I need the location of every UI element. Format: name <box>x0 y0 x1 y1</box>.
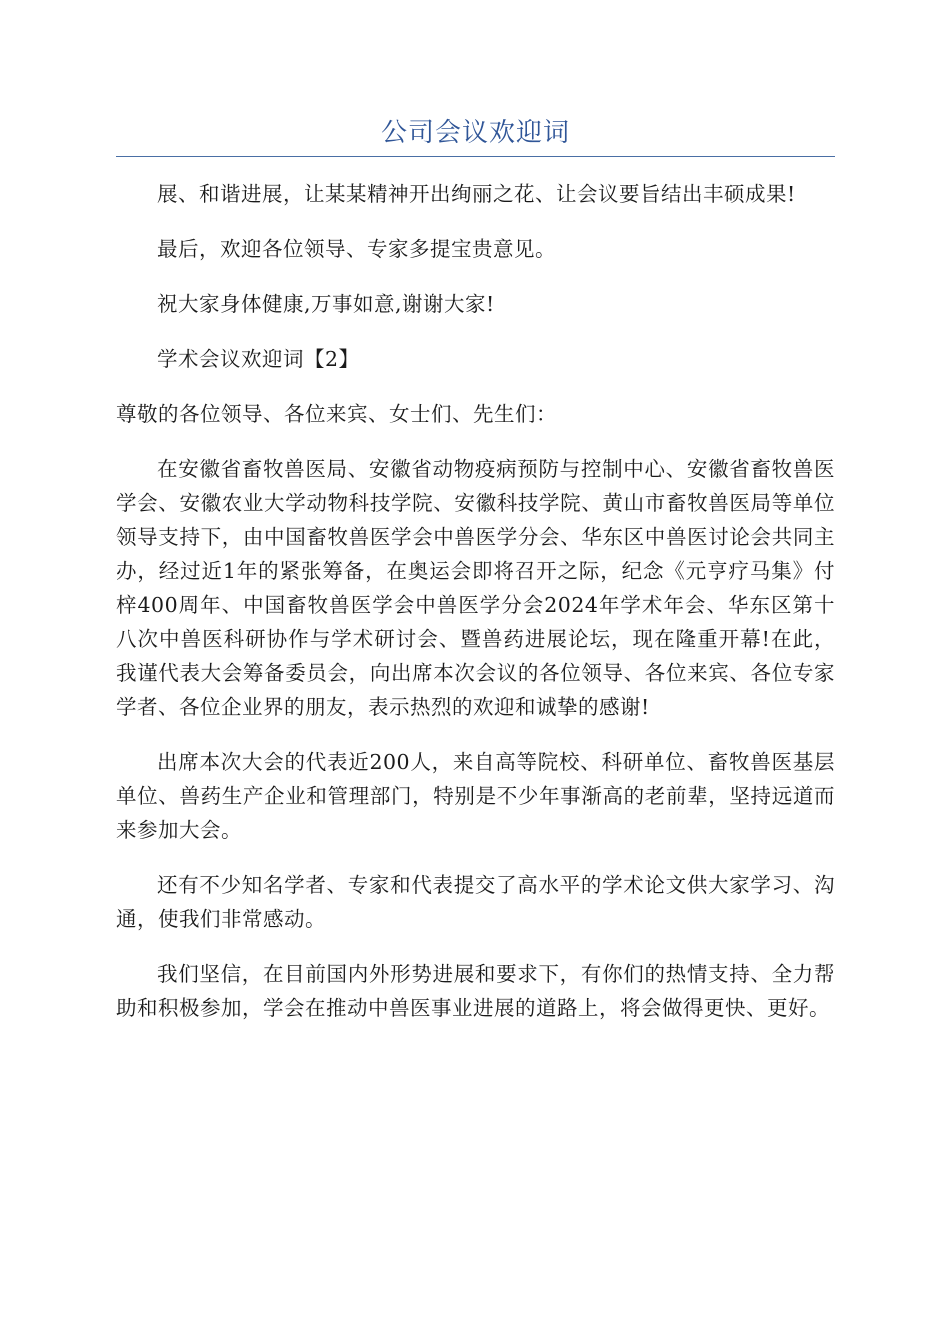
document-title: 公司会议欢迎词 <box>380 118 570 148</box>
paragraph-closing-wish: 祝大家身体健康,万事如意,谢谢大家! <box>157 292 495 316</box>
paragraph-opening: 在安徽省畜牧兽医局、安徽省动物疫病预防与控制中心、安徽省畜牧兽医学会、安徽农业大学动物科技学院、安徽科技学院、黄山市畜牧兽医局等单位领导支持下，由中国畜牧兽医学会中兽医学分会、华东区中兽医讨论会共同主办，经过近1年的紧张筹备，在奥运会即将召开之际，纪念《元亨疗马集》付梓400周年、中国畜牧兽医学会中兽医学分会2024年学术年会、华东区第十八次中兽医科研协作与学术研讨会、暨兽药进展论坛，现在隆重开幕!在此，我谨代表大会筹备委员会，向出席本次会议的各位领导、各位来宾、各位专家学者、各位企业界的朋友，表示热烈的欢迎和诚挚的感谢! <box>116 457 835 719</box>
document-body <box>116 177 835 1046</box>
paragraph-closing-opinion: 最后，欢迎各位领导、专家多提宝贵意见。 <box>157 237 556 261</box>
document-header <box>116 112 835 157</box>
paragraph-attendance: 出席本次大会的代表近200人，来自高等院校、科研单位、畜牧兽医基层单位、兽药生产企业和管理部门，特别是不少年事渐高的老前辈，坚持远道而来参加大会。 <box>116 750 835 842</box>
paragraph-continuation: 展、和谐进展，让某某精神开出绚丽之花、让会议要旨结出丰硕成果! <box>157 182 796 206</box>
salutation: 尊敬的各位领导、各位来宾、女士们、先生们： <box>116 402 557 426</box>
paragraph-belief: 我们坚信，在目前国内外形势进展和要求下，有你们的热情支持、全力帮助和积极参加，学会在推动中兽医事业进展的道路上，将会做得更快、更好。 <box>116 962 835 1020</box>
paragraph-papers: 还有不少知名学者、专家和代表提交了高水平的学术论文供大家学习、沟通，使我们非常感动。 <box>116 873 835 931</box>
section-heading: 学术会议欢迎词【2】 <box>157 347 360 371</box>
